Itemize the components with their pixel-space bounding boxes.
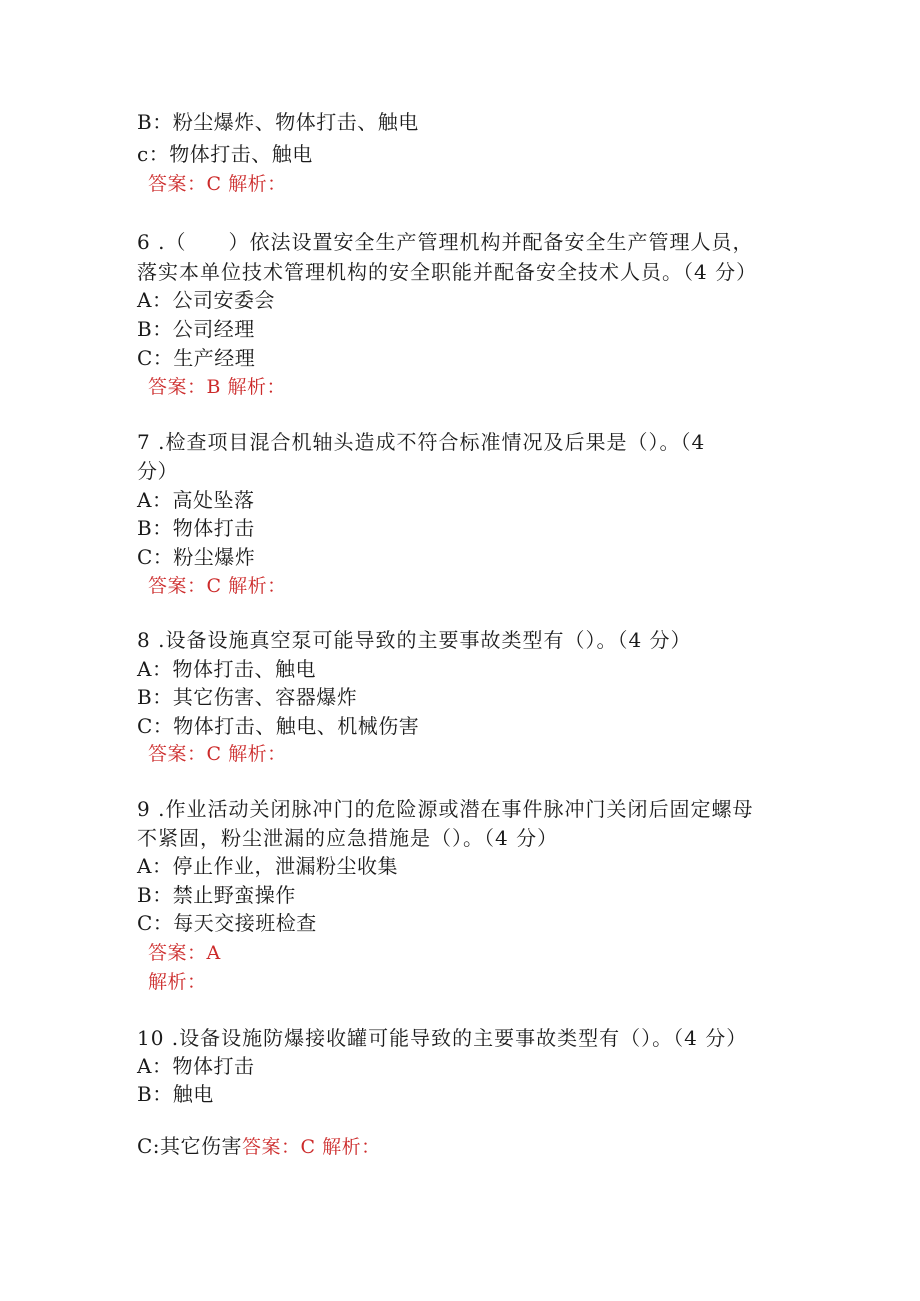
- q7-option-c: C：粉尘爆炸: [137, 545, 256, 569]
- q10-stem-line1: 10 .设备设施防爆接收罐可能导致的主要事故类型有（）。（4 分）: [137, 1026, 748, 1050]
- q8-stem-line1: 8 .设备设施真空泵可能导致的主要事故类型有（）。（4 分）: [137, 628, 692, 652]
- q10-option-b: B：触电: [137, 1082, 214, 1106]
- q9-answer: 答案：A: [148, 942, 221, 964]
- q10-option-a: A：物体打击: [137, 1054, 255, 1078]
- q8-option-a: A：物体打击、触电: [137, 657, 316, 681]
- q5-option-c: c：物体打击、触电: [137, 142, 313, 166]
- q7-answer: 答案：C 解析：: [148, 575, 287, 597]
- q7-option-a: A：高处坠落: [137, 488, 255, 512]
- q6-stem-line2: 落实本单位技术管理机构的安全职能并配备安全技术人员。（4 分）: [137, 260, 758, 284]
- q6-option-b: B：公司经理: [137, 317, 255, 341]
- q9-option-a: A：停止作业，泄漏粉尘收集: [137, 854, 398, 878]
- q8-option-b: B：其它伤害、容器爆炸: [137, 685, 358, 709]
- q8-option-c: C：物体打击、触电、机械伤害: [137, 714, 420, 738]
- q9-stem-line1: 9 .作业活动关闭脉冲门的危险源或潜在事件脉冲门关闭后固定螺母: [137, 797, 754, 821]
- q6-option-a: A：公司安委会: [137, 288, 275, 312]
- q7-stem-line2: 分）: [137, 459, 178, 483]
- q8-answer: 答案：C 解析：: [148, 743, 287, 765]
- q7-stem-line1: 7 .检查项目混合机轴头造成不符合标准情况及后果是（）。（4: [137, 430, 706, 454]
- q9-option-b: B：禁止野蛮操作: [137, 883, 296, 907]
- q10-option-c-line: [137, 1132, 381, 1161]
- q10-option-c: C:其它伤害: [137, 1134, 243, 1158]
- q6-stem-line1: 6 .（ ）依法设置安全生产管理机构并配备安全生产管理人员，: [137, 230, 754, 254]
- q9-option-c: C：每天交接班检查: [137, 911, 317, 935]
- q9-stem-line2: 不紧固，粉尘泄漏的应急措施是（）。（4 分）: [137, 826, 559, 850]
- q6-option-c: C：生产经理: [137, 346, 256, 370]
- q7-option-b: B：物体打击: [137, 516, 255, 540]
- q5-answer: 答案：C 解析：: [148, 173, 287, 195]
- q9-analysis: 解析：: [148, 971, 207, 993]
- q5-option-b: B：粉尘爆炸、物体打击、触电: [137, 110, 419, 134]
- q10-answer: 答案：C 解析：: [242, 1136, 381, 1158]
- q6-answer: 答案：B 解析：: [148, 376, 287, 398]
